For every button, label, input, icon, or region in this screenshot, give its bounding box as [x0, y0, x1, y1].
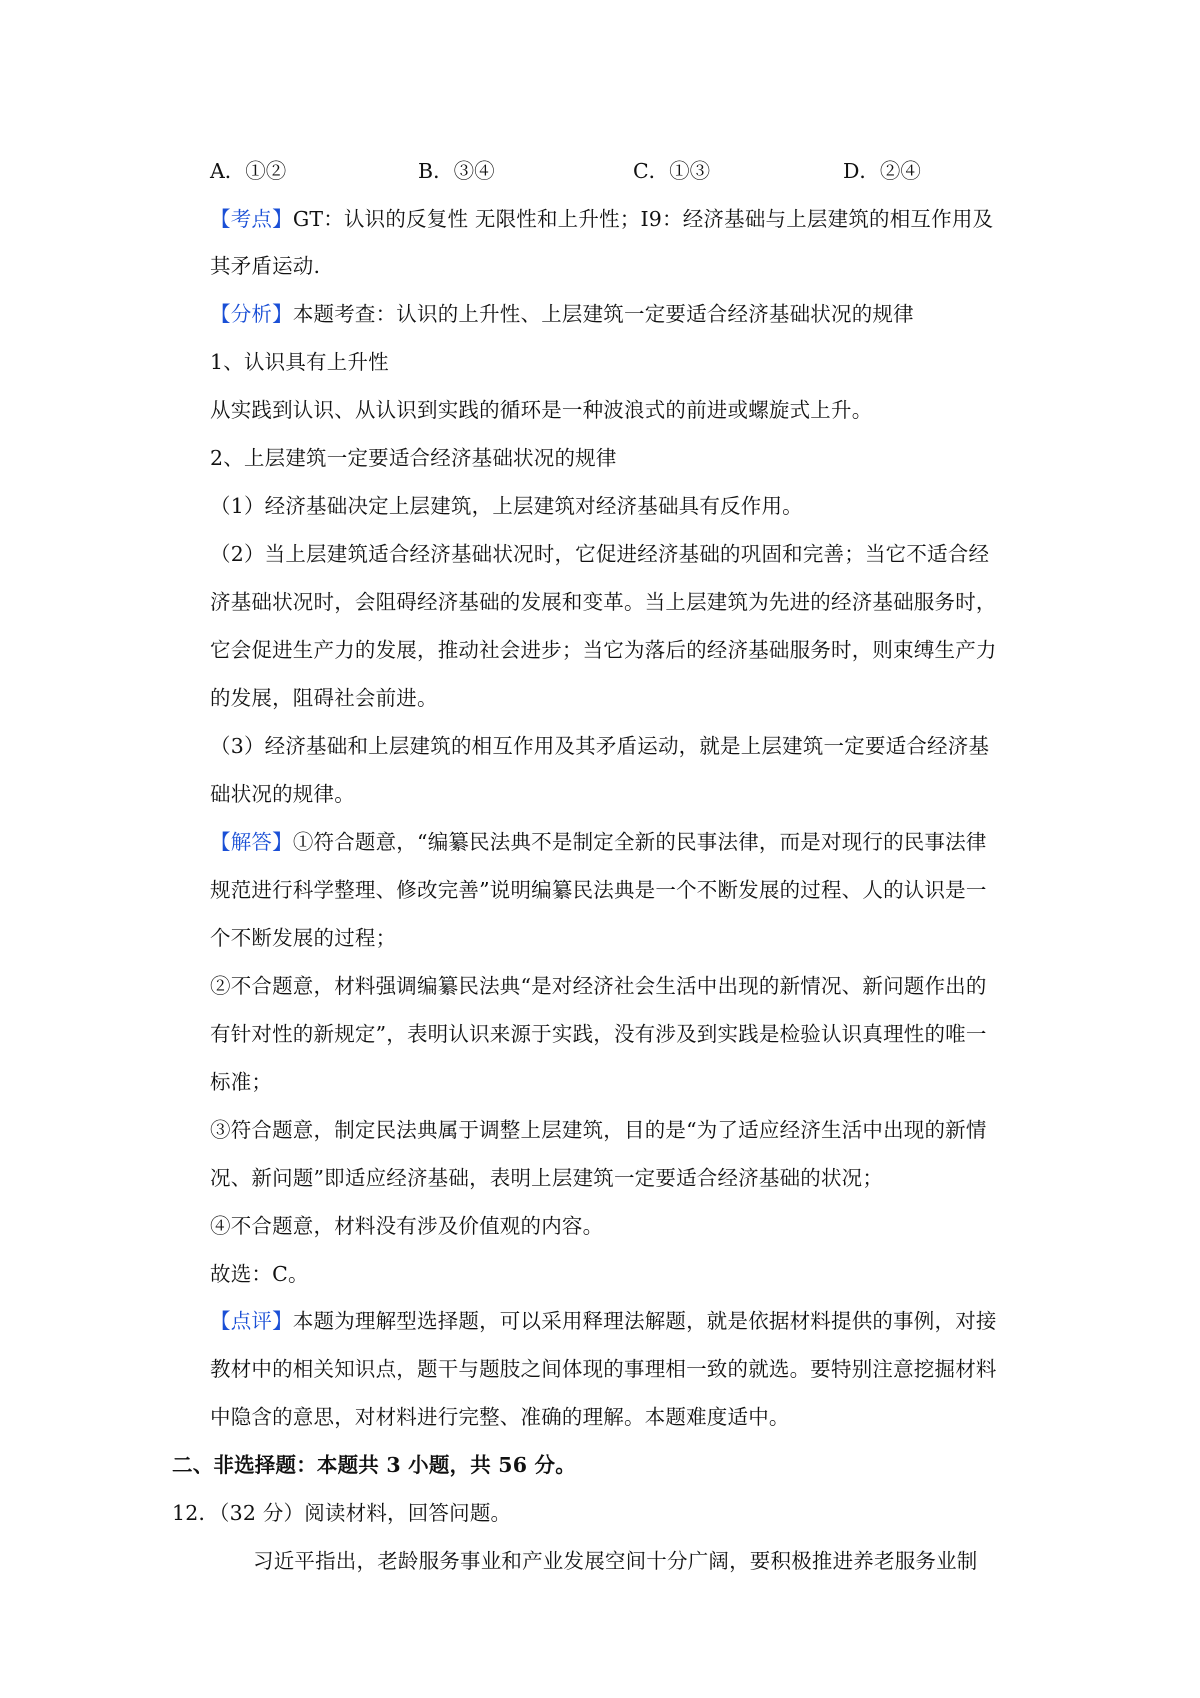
jieda-text-1: ①符合题意，“编纂民法典不是制定全新的民事法律，而是对现行的民事法律 — [292, 830, 987, 854]
fenxi-text-1: 本题考查：认识的上升性、上层建筑一定要适合经济基础状况的规律 — [292, 302, 914, 326]
jieda-line-9: ④不合题意，材料没有涉及价值观的内容。 — [210, 1214, 604, 1238]
dianping-line-2: 教材中的相关知识点，题干与题肢之间体现的事理相一致的就选。要特别注意挖掘材料 — [210, 1357, 997, 1381]
fenxi-point-1-title: 1、认识具有上升性 — [210, 350, 389, 374]
fenxi-sub-2-line-1: （2）当上层建筑适合经济基础状况时，它促进经济基础的巩固和完善；当它不适合经 — [210, 542, 990, 566]
fenxi-sub-2-line-2: 济基础状况时，会阻碍经济基础的发展和变革。当上层建筑为先进的经济基础服务时， — [210, 590, 997, 614]
kaodian-tag: 【考点】 — [210, 207, 293, 231]
section-2-title: 二、非选择题：本题共 3 小题，共 56 分。 — [172, 1453, 576, 1477]
fenxi-tag: 【分析】 — [210, 302, 293, 326]
question-12-body-line-1: 习近平指出，老龄服务事业和产业发展空间十分广阔，要积极推进养老服务业制 — [253, 1549, 978, 1573]
fenxi-sub-2-line-4: 的发展，阻碍社会前进。 — [210, 686, 438, 710]
dianping-text-1: 本题为理解型选择题，可以采用释理法解题，就是依据材料提供的事例，对接 — [292, 1309, 997, 1333]
option-a: A．①② — [210, 159, 287, 183]
kaodian-text-1: GT：认识的反复性 无限性和上升性；I9：经济基础与上层建筑的相互作用及 — [292, 207, 994, 231]
answer-options — [210, 157, 1030, 185]
option-d: D．②④ — [843, 159, 921, 183]
fenxi-line-1 — [210, 300, 1030, 328]
question-12-header: 12．（32 分）阅读材料，回答问题。 — [172, 1501, 512, 1525]
jieda-line-4: ②不合题意，材料强调编纂民法典“是对经济社会生活中出现的新情况、新问题作出的 — [210, 974, 987, 998]
kaodian-line-1 — [210, 205, 1030, 233]
jieda-line-5: 有针对性的新规定”，表明认识来源于实践，没有涉及到实践是检验认识真理性的唯一 — [210, 1022, 987, 1046]
jieda-line-3: 个不断发展的过程； — [210, 926, 397, 950]
option-c: C．①③ — [633, 159, 711, 183]
jieda-tag: 【解答】 — [210, 830, 293, 854]
dianping-line-1 — [210, 1307, 1030, 1335]
fenxi-point-1-text: 从实践到认识、从认识到实践的循环是一种波浪式的前进或螺旋式上升。 — [210, 398, 873, 422]
fenxi-sub-3-line-2: 础状况的规律。 — [210, 782, 355, 806]
fenxi-point-2-title: 2、上层建筑一定要适合经济基础状况的规律 — [210, 446, 617, 470]
fenxi-sub-3-line-1: （3）经济基础和上层建筑的相互作用及其矛盾运动，就是上层建筑一定要适合经济基 — [210, 734, 990, 758]
jieda-line-6: 标准； — [210, 1070, 273, 1094]
dianping-line-3: 中隐含的意思，对材料进行完整、准确的理解。本题难度适中。 — [210, 1405, 790, 1429]
option-b: B．③④ — [418, 159, 495, 183]
fenxi-sub-1: （1）经济基础决定上层建筑，上层建筑对经济基础具有反作用。 — [210, 494, 803, 518]
kaodian-line-2: 其矛盾运动. — [210, 254, 321, 278]
jieda-line-10: 故选：C。 — [210, 1262, 309, 1286]
jieda-line-1 — [210, 828, 1030, 856]
jieda-line-8: 况、新问题”即适应经济基础，表明上层建筑一定要适合经济基础的状况； — [210, 1166, 884, 1190]
jieda-line-2: 规范进行科学整理、修改完善”说明编纂民法典是一个不断发展的过程、人的认识是一 — [210, 878, 987, 902]
jieda-line-7: ③符合题意，制定民法典属于调整上层建筑，目的是“为了适应经济生活中出现的新情 — [210, 1118, 987, 1142]
fenxi-sub-2-line-3: 它会促进生产力的发展，推动社会进步；当它为落后的经济基础服务时，则束缚生产力 — [210, 638, 997, 662]
dianping-tag: 【点评】 — [210, 1309, 293, 1333]
